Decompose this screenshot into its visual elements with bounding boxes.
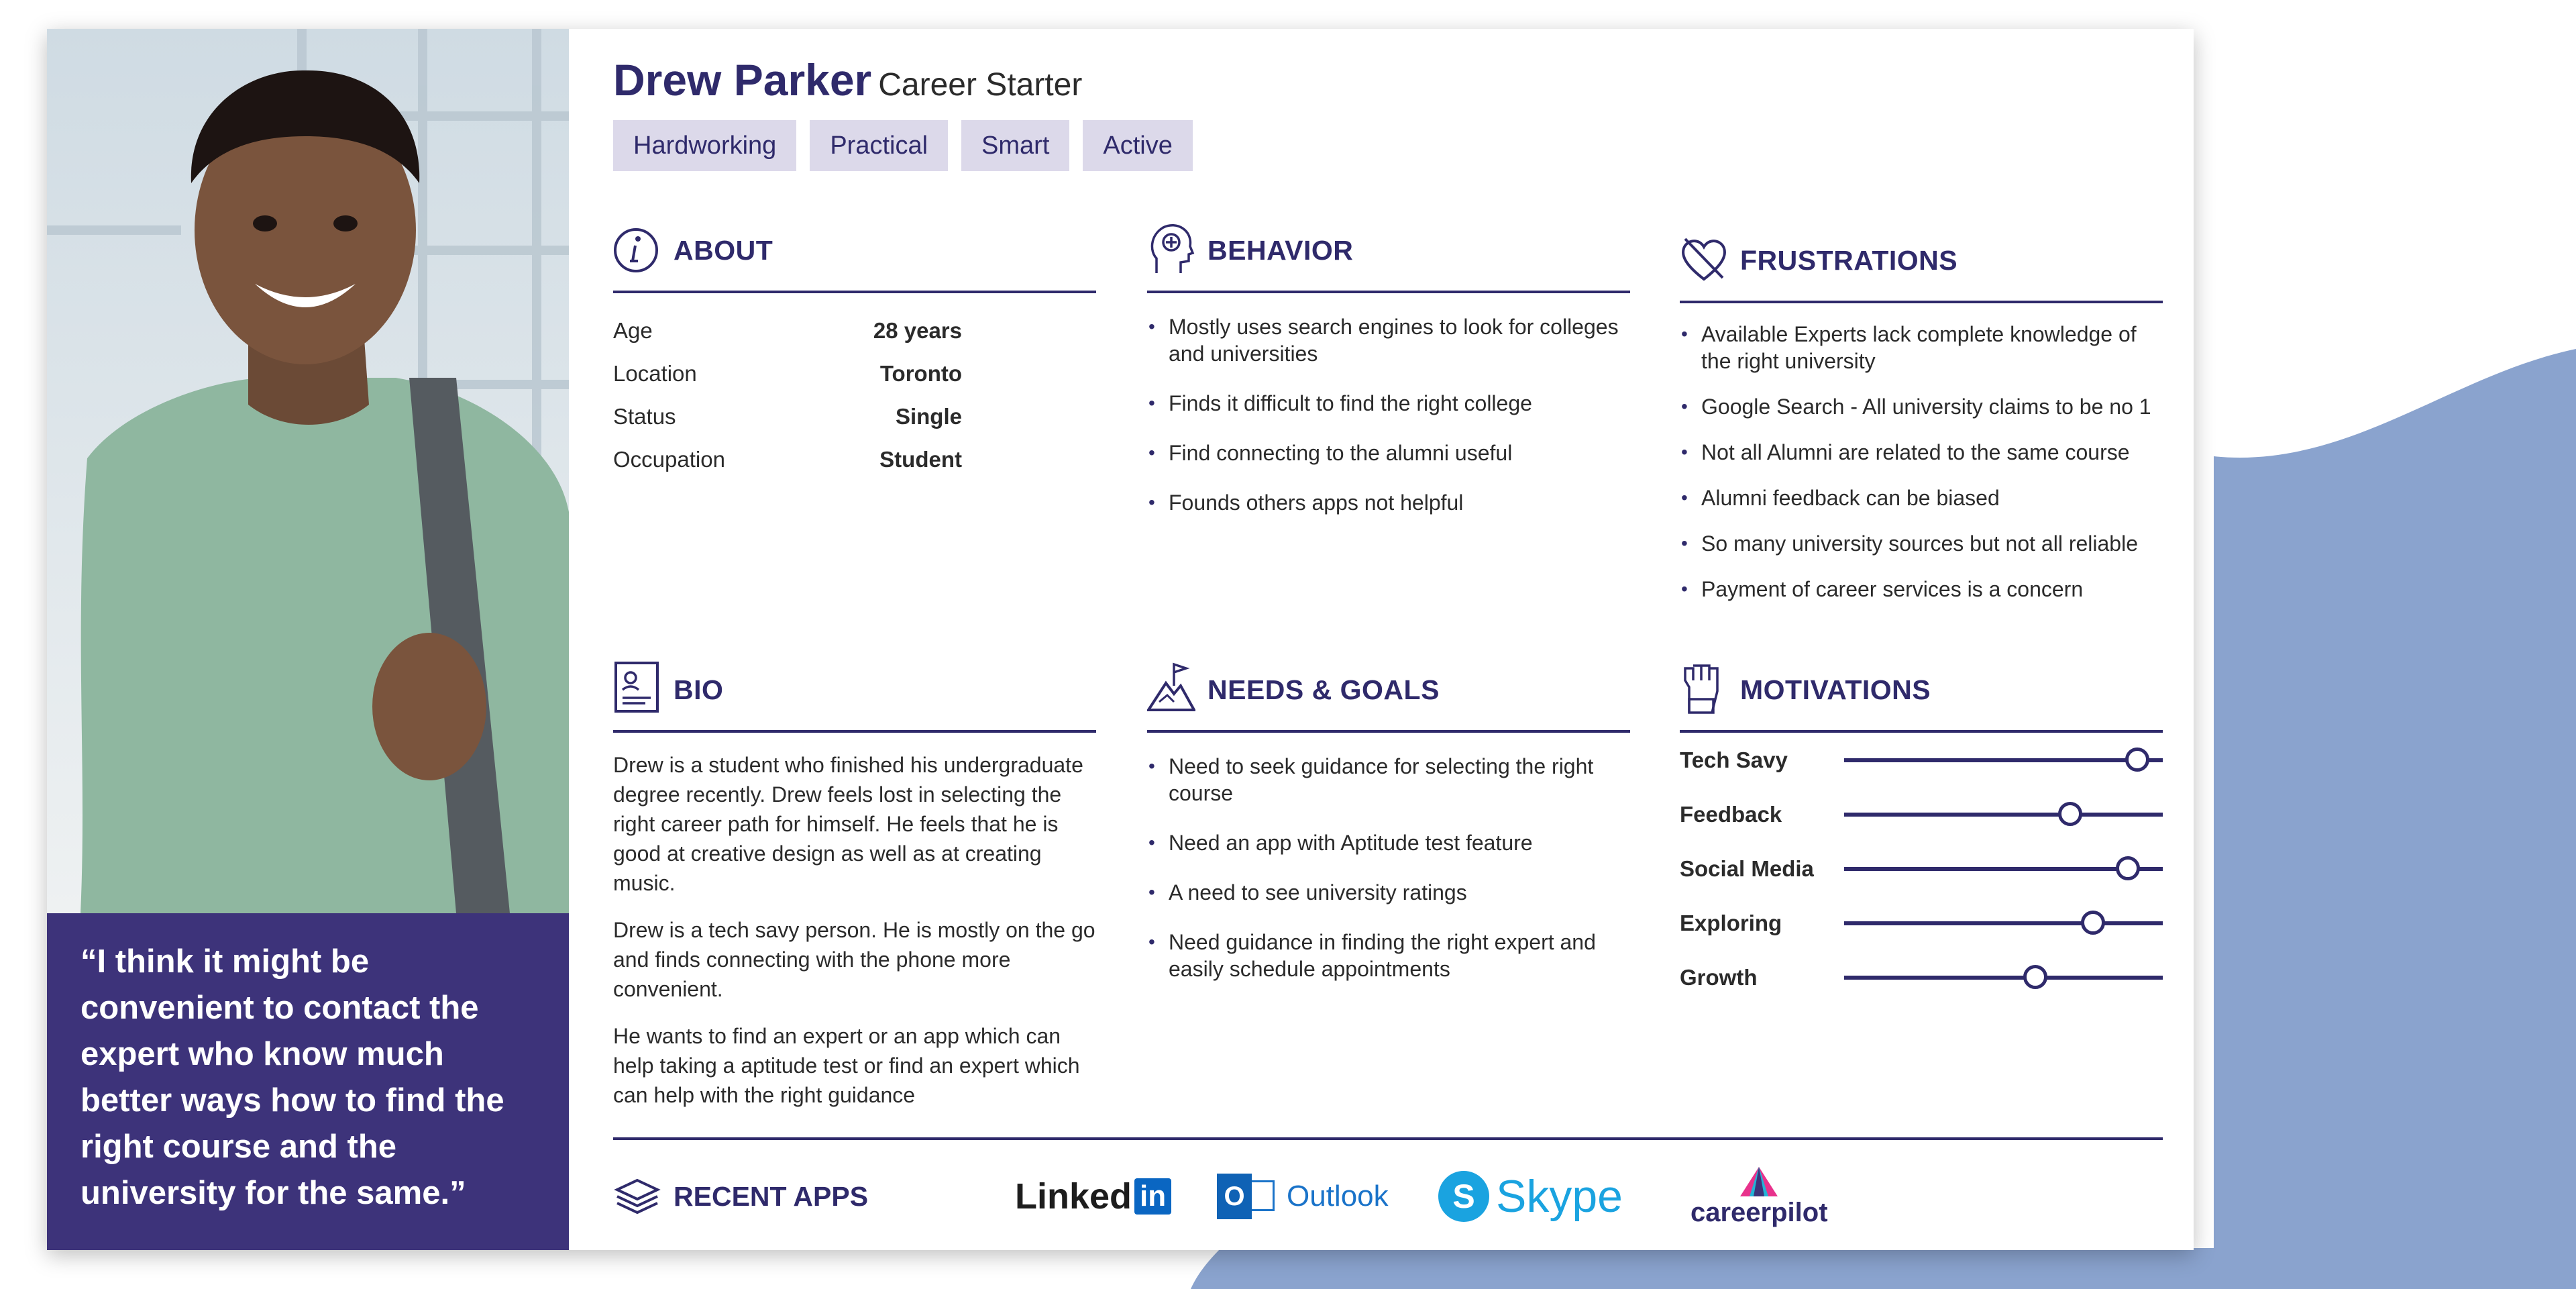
persona-quote: “I think it might be convenient to contact the expert who know much better ways how to find the right course and the university for the same.” — [47, 913, 569, 1250]
persona-card — [47, 29, 2194, 1250]
motivations-title: MOTIVATIONS — [1740, 674, 1931, 705]
skype-text: Skype — [1496, 1171, 1623, 1222]
linkedin-logo — [1015, 1163, 1171, 1230]
about-value: Toronto — [879, 361, 962, 386]
motivation-knob — [2058, 802, 2082, 826]
motivation-slider — [1844, 813, 2163, 817]
persona-name — [613, 54, 1082, 105]
behavior-section — [1147, 223, 1630, 539]
frustrations-section — [1680, 234, 2163, 621]
outlook-logo — [1217, 1163, 1389, 1230]
bio-paragraph: Drew is a student who finished his undergraduate degree recently. Drew feels lost in selecting the right career path for himself. He feels that he is good at creative design as well as at creating music. — [613, 753, 1083, 895]
behavior-item: • Finds it difficult to find the right college — [1147, 390, 1630, 417]
about-divider — [613, 291, 1096, 293]
behavior-item: • Find connecting to the alumni useful — [1147, 440, 1630, 466]
about-key: Status — [613, 404, 676, 429]
need-item: • Need guidance in finding the right expert and easily schedule appointments — [1147, 929, 1630, 982]
motivation-label: Feedback — [1680, 801, 1782, 827]
recent-apps-title: RECENT APPS — [674, 1180, 869, 1212]
person-illustration — [47, 29, 569, 913]
bio-paragraph: Drew is a tech savy person. He is mostly on the go and finds connecting with the phone more convenient. — [613, 918, 1095, 1001]
outlook-text: Outlook — [1287, 1180, 1389, 1213]
info-icon — [613, 221, 661, 274]
tag-chip: Practical — [810, 120, 948, 171]
recent-apps-header — [613, 1170, 868, 1223]
id-card-icon — [613, 660, 661, 714]
persona-name-text: Drew Parker — [613, 55, 872, 105]
head-brain-icon — [1147, 221, 1195, 274]
frustration-item: • Alumni feedback can be biased — [1680, 484, 2163, 511]
motivation-row — [1680, 733, 2163, 787]
about-title: ABOUT — [674, 235, 773, 266]
about-value: Student — [879, 447, 962, 472]
motivation-label: Tech Savy — [1680, 747, 1788, 772]
behavior-divider — [1147, 291, 1630, 293]
motivation-knob — [2116, 856, 2140, 880]
frustration-item: • Google Search - All university claims to be no 1 — [1680, 393, 2163, 420]
about-key: Age — [613, 318, 653, 343]
motivation-label: Exploring — [1680, 910, 1782, 935]
careerpilot-text: careerpilot — [1690, 1197, 1828, 1227]
behavior-title: BEHAVIOR — [1208, 235, 1354, 266]
motivation-row — [1680, 841, 2163, 896]
careerpilot-logo — [1690, 1163, 1828, 1230]
motivation-knob — [2125, 747, 2149, 772]
outlook-badge: O — [1217, 1174, 1252, 1219]
motivation-row — [1680, 787, 2163, 841]
about-row — [613, 352, 1096, 395]
behavior-item: • Founds others apps not helpful — [1147, 489, 1630, 516]
motivation-knob — [2023, 965, 2047, 989]
persona-role: Career Starter — [878, 67, 1083, 103]
outlook-icon — [1217, 1171, 1277, 1222]
frustrations-title: FRUSTRATIONS — [1740, 245, 1958, 276]
about-key: Location — [613, 361, 697, 386]
bio-paragraph: He wants to find an expert or an app which can help taking a aptitude test or find an expert which can help with the right guidance — [613, 1024, 1080, 1107]
needs-divider — [1147, 730, 1630, 733]
skype-icon: S — [1438, 1171, 1489, 1222]
raised-fist-icon — [1680, 660, 1728, 714]
tag-chip: Active — [1083, 120, 1192, 171]
motivation-label: Growth — [1680, 964, 1758, 990]
recent-apps-divider — [613, 1137, 2163, 1140]
persona-tags — [613, 120, 1193, 171]
about-row — [613, 395, 1096, 438]
need-item: • A need to see university ratings — [1147, 879, 1630, 906]
mountain-flag-icon — [1147, 660, 1195, 714]
motivation-slider — [1844, 921, 2163, 925]
motivation-slider — [1844, 758, 2163, 762]
bio-divider — [613, 730, 1096, 733]
persona-photo — [47, 29, 569, 913]
careerpilot-icon — [1737, 1166, 1780, 1198]
motivation-slider — [1844, 867, 2163, 871]
motivation-row — [1680, 950, 2163, 1004]
needs-title: NEEDS & GOALS — [1208, 674, 1440, 705]
bio-title: BIO — [674, 674, 724, 705]
frustration-item: • Not all Alumni are related to the same course — [1680, 439, 2163, 466]
motivation-knob — [2081, 911, 2105, 935]
frustration-item: • Payment of career services is a concern — [1680, 576, 2163, 603]
linkedin-text: Linked — [1015, 1176, 1132, 1217]
bio-section — [613, 663, 1096, 1110]
about-row — [613, 438, 1096, 481]
need-item: • Need to seek guidance for selecting the right course — [1147, 753, 1630, 807]
tag-chip: Smart — [961, 120, 1069, 171]
frustrations-divider — [1680, 301, 2163, 303]
layers-icon — [613, 1176, 661, 1217]
needs-goals-section — [1147, 663, 1630, 1005]
about-row — [613, 309, 1096, 352]
broken-heart-icon — [1680, 231, 1728, 285]
about-value: Single — [895, 404, 962, 429]
about-section — [613, 223, 1096, 481]
tag-chip: Hardworking — [613, 120, 796, 171]
motivation-slider — [1844, 976, 2163, 980]
frustration-item: • So many university sources but not all reliable — [1680, 530, 2163, 557]
motivation-row — [1680, 896, 2163, 950]
linkedin-box: in — [1134, 1178, 1171, 1215]
behavior-item: • Mostly uses search engines to look for colleges and universities — [1147, 313, 1630, 367]
motivations-section — [1680, 663, 2163, 1004]
about-value: 28 years — [873, 318, 962, 343]
skype-logo — [1438, 1163, 1623, 1230]
need-item: • Need an app with Aptitude test feature — [1147, 829, 1630, 856]
motivation-label: Social Media — [1680, 856, 1814, 881]
about-key: Occupation — [613, 447, 725, 472]
persona-content — [569, 29, 2194, 1250]
frustration-item: • Available Experts lack complete knowledge of the right university — [1680, 321, 2163, 374]
